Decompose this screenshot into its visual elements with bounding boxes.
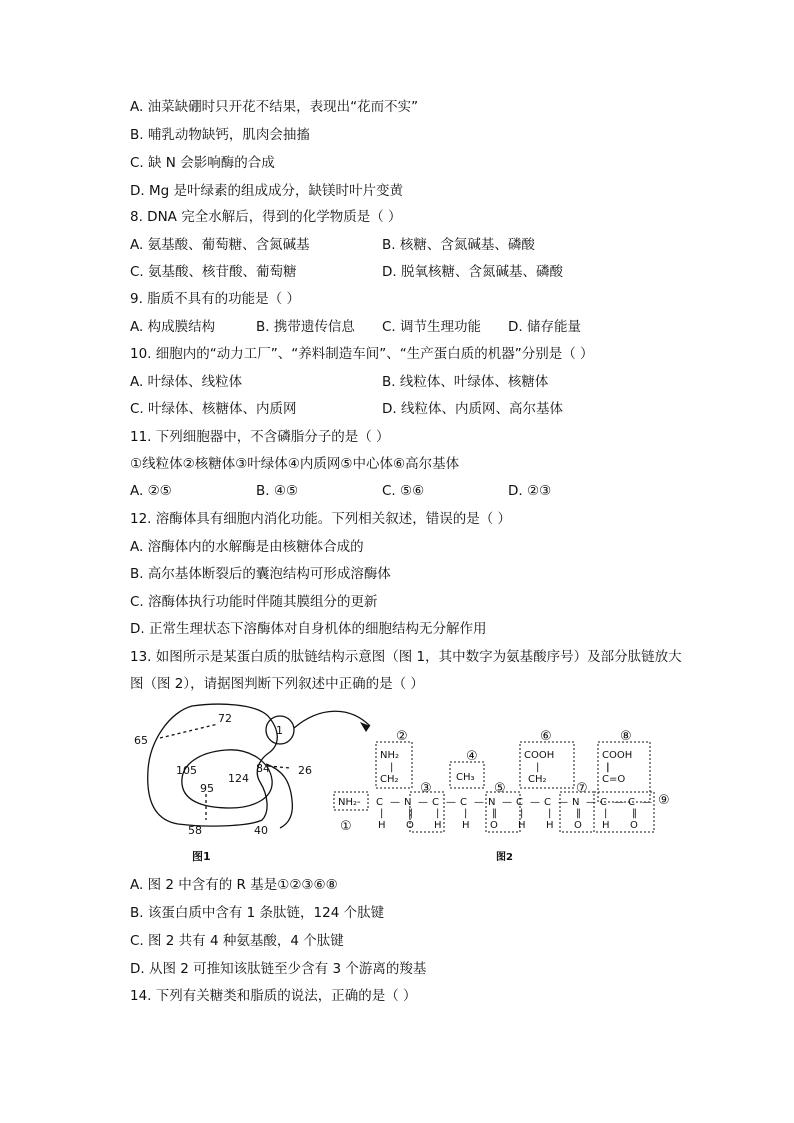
label-65: 65: [134, 734, 148, 747]
chain-atom: C: [628, 797, 635, 808]
arrow-head: [360, 722, 370, 732]
option-11a: A. ②⑤: [130, 483, 172, 499]
chain-atom: C: [516, 797, 523, 808]
bottom-atom: H: [462, 820, 470, 831]
r-ch2-a: CH₂: [380, 774, 399, 785]
terminal-nh2: NH₂-: [338, 797, 361, 808]
chain-atom: —: [418, 797, 428, 808]
label-58: 58: [188, 824, 202, 837]
option-11b: B. ④⑤: [256, 483, 299, 499]
chain-atom: —: [390, 797, 400, 808]
bottom-bond: |: [380, 808, 384, 819]
bottom-bond: |: [436, 808, 440, 819]
bond-v2: |: [536, 762, 540, 773]
question-12: 12. 溶酶体具有细胞内消化功能。下列相关叙述，错误的是（ ）: [130, 511, 512, 527]
backbone-bottom: [378, 808, 638, 831]
option-13a: A. 图 2 中含有的 R 基是①②③⑥⑧: [130, 877, 338, 893]
r-cooh-a: COOH: [524, 750, 555, 761]
option-12d: D. 正常生理状态下溶酶体对自身机体的细胞结构无分解作用: [130, 621, 487, 637]
label-1: 1: [276, 724, 283, 737]
option-7c: C. 缺 N 会影响酶的合成: [130, 155, 275, 171]
option-10b: B. 线粒体、叶绿体、核糖体: [382, 374, 549, 390]
r-cooh-b: COOH: [602, 750, 633, 761]
chain-atom: —: [614, 797, 624, 808]
chain-atom: —: [502, 797, 512, 808]
bottom-atom: H: [434, 820, 442, 831]
zoom-arrow: [294, 711, 370, 728]
circled-6: ⑥: [540, 729, 552, 744]
bottom-bond: |: [464, 808, 468, 819]
circled-5: ⑤: [494, 781, 506, 796]
chain-atom: C: [600, 797, 607, 808]
bottom-atom: O: [630, 820, 638, 831]
chain-atom: —: [586, 797, 596, 808]
option-13c: C. 图 2 共有 4 种氨基酸，4 个肽键: [130, 933, 344, 949]
bottom-atom: H: [546, 820, 554, 831]
label-40: 40: [254, 824, 268, 837]
backbone-chain: [376, 797, 652, 808]
circled-1: ①: [340, 819, 352, 834]
bottom-atom: O: [406, 820, 414, 831]
question-8: 8. DNA 完全水解后，得到的化学物质是（ ）: [130, 209, 402, 225]
chain-atom: —: [642, 797, 652, 808]
bottom-bond: |: [604, 808, 608, 819]
r-ch3: CH₃: [456, 772, 475, 783]
figure-1-caption: 图1: [192, 850, 211, 863]
question-13-line2: 图（图 2），请据图判断下列叙述中正确的是（ ）: [130, 676, 424, 692]
chain-atom: C: [460, 797, 467, 808]
chain-atom: —: [446, 797, 456, 808]
option-9c: C. 调节生理功能: [382, 319, 482, 335]
question-10: 10. 细胞内的“动力工厂”、“养料制造车间”、“生产蛋白质的机器”分别是（ ）: [130, 346, 594, 362]
bottom-bond: |: [520, 808, 524, 819]
circled-4: ④: [466, 749, 478, 764]
option-13d: D. 从图 2 可推知该肽链至少含有 3 个游离的羧基: [130, 961, 427, 977]
circled-9: ⑨: [658, 793, 670, 808]
option-7d: D. Mg 是叶绿素的组成成分，缺镁时叶片变黄: [130, 183, 403, 199]
option-8b: B. 核糖、含氮碱基、磷酸: [382, 237, 535, 253]
chain-atom: —: [558, 797, 568, 808]
chain-atom: N: [404, 797, 412, 808]
circled-8: ⑧: [620, 729, 632, 744]
option-13b: B. 该蛋白质中含有 1 条肽链，124 个肽键: [130, 905, 385, 921]
option-7b: B. 哺乳动物缺钙，肌肉会抽搐: [130, 127, 310, 143]
circled-3: ③: [420, 781, 432, 796]
option-7a: A. 油菜缺硼时只开花不结果，表现出“花而不实”: [130, 99, 419, 115]
bottom-bond: ‖: [576, 808, 581, 819]
r-nh2: NH₂: [380, 750, 400, 761]
label-26: 26: [298, 764, 312, 777]
label-124: 124: [228, 772, 249, 785]
bottom-atom: O: [574, 820, 582, 831]
circled-2: ②: [396, 729, 408, 744]
chain-atom: —: [474, 797, 484, 808]
figure-2-caption: 图2: [496, 852, 513, 863]
option-8d: D. 脱氧核糖、含氮碱基、磷酸: [382, 264, 563, 280]
chain-atom: C: [544, 797, 551, 808]
r-ch2-b: CH₂: [528, 774, 547, 785]
option-12a: A. 溶酶体内的水解酶是由核糖体合成的: [130, 539, 364, 555]
option-9a: A. 构成膜结构: [130, 319, 216, 335]
question-9: 9. 脂质不具有的功能是（ ）: [130, 291, 300, 307]
circled-7: ⑦: [576, 781, 588, 796]
peptide-figure: [130, 700, 670, 870]
bottom-bond: |: [548, 808, 552, 819]
bottom-atom: H: [378, 820, 386, 831]
chain-atom: —: [530, 797, 540, 808]
bottom-atom: O: [490, 820, 498, 831]
option-12b: B. 高尔基体断裂后的囊泡结构可形成溶酶体: [130, 566, 391, 582]
chain-atom: N: [572, 797, 580, 808]
option-8a: A. 氨基酸、葡萄糖、含氮碱基: [130, 237, 310, 253]
bottom-atom: H: [602, 820, 610, 831]
question-11-stem: ①线粒体②核糖体③叶绿体④内质网⑤中心体⑥高尔基体: [130, 456, 460, 472]
label-84: 84: [256, 762, 270, 775]
bottom-bond: ‖: [492, 808, 497, 819]
option-10d: D. 线粒体、内质网、高尔基体: [382, 401, 563, 417]
option-8c: C. 氨基酸、核苷酸、葡萄糖: [130, 264, 297, 280]
question-11: 11. 下列细胞器中，不含磷脂分子的是（ ）: [130, 429, 390, 445]
chain-atom: C: [432, 797, 439, 808]
bottom-bond: ‖: [632, 808, 637, 819]
option-9b: B. 携带遗传信息: [256, 319, 355, 335]
bottom-bond: ‖: [408, 808, 413, 819]
option-11d: D. ②③: [508, 483, 552, 499]
option-10a: A. 叶绿体、线粒体: [130, 374, 243, 390]
label-95: 95: [200, 782, 214, 795]
option-12c: C. 溶酶体执行功能时伴随其膜组分的更新: [130, 594, 378, 610]
option-11c: C. ⑤⑥: [382, 483, 425, 499]
bottom-atom: H: [518, 820, 526, 831]
r-co: C=O: [602, 774, 626, 785]
chain-atom: N: [488, 797, 496, 808]
question-14: 14. 下列有关糖类和脂质的说法，正确的是（ ）: [130, 988, 417, 1004]
bond-v1: |: [390, 762, 394, 773]
chain-atom: C: [376, 797, 383, 808]
question-13-line1: 13. 如图所示是某蛋白质的肽链结构示意图（图 1，其中数字为氨基酸序号）及部分肽链放大: [130, 649, 682, 665]
bond-v3: |: [606, 762, 610, 773]
option-9d: D. 储存能量: [508, 319, 581, 335]
label-72: 72: [218, 712, 232, 725]
option-10c: C. 叶绿体、核糖体、内质网: [130, 401, 297, 417]
label-105: 105: [176, 764, 197, 777]
disulfide-65-72: [160, 724, 218, 738]
